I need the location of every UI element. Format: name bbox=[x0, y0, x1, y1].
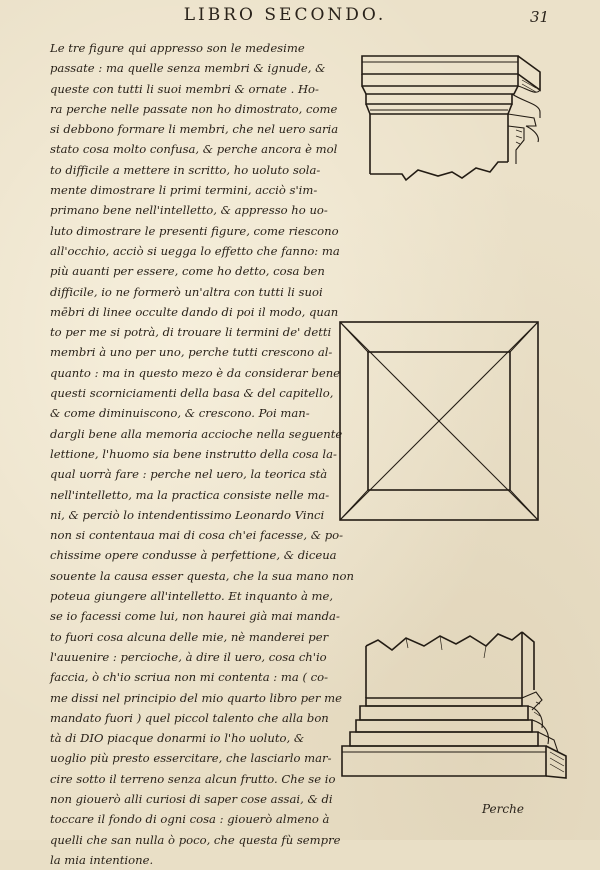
text-line: queste con tutti li suoi membri & ornate . Ho- bbox=[50, 81, 319, 96]
text-line: uoglio più presto essercitare, che lasciarlo mar- bbox=[50, 751, 332, 766]
text-line: faccia, ò ch'io scriua non mi contenta : ma ( co- bbox=[50, 670, 329, 685]
text-line: se io facessi come lui, non haurei già mai manda- bbox=[50, 609, 340, 624]
text-line: toccare il fondo di ogni cosa : giouerò almeno à bbox=[50, 812, 330, 827]
text-line: ni, & perciò lo intendentissimo Leonardo Vinci bbox=[50, 507, 325, 522]
capital-figure bbox=[340, 52, 570, 192]
text-line: tà di DIO piacque donarmi io l'ho uoluto, & bbox=[50, 731, 305, 746]
text-line: me dissi nel principio del mio quarto libro per me bbox=[50, 690, 342, 705]
text-line: cire sotto il terreno senza alcun frutto. Che se io bbox=[50, 771, 336, 786]
text-line: to per me si potrà, di trouare li termini de' detti bbox=[50, 325, 332, 340]
text-line: poteua giungere all'intelletto. Et inquanto à me, bbox=[50, 589, 334, 604]
page-number: 31 bbox=[530, 8, 550, 26]
text-line: non giouerò alli curiosi di saper cose assai, & di bbox=[50, 791, 333, 806]
text-line: la mia intentione. bbox=[50, 852, 154, 867]
text-line: quanto : ma in questo mezo è da considerar bene bbox=[50, 365, 341, 380]
text-line: questi scorniciamenti della basa & del capitello, bbox=[50, 386, 334, 401]
text-line: luto dimostrare le presenti figure, come riescono bbox=[50, 223, 339, 238]
text-line: più auanti per essere, come ho detto, cosa ben bbox=[50, 264, 325, 279]
plan-figure bbox=[338, 320, 542, 524]
text-line: stato cosa molto confusa, & perche ancora è mol bbox=[50, 142, 338, 157]
body-text bbox=[50, 38, 354, 870]
text-line: to fuori cosa alcuna delle mie, nè manderei per bbox=[50, 629, 329, 644]
text-line: membri à uno per uno, perche tutti crescono al- bbox=[50, 345, 333, 360]
text-line: qual uorrà fare : perche nel uero, la teorica stà bbox=[50, 467, 328, 482]
text-line: passate : ma quelle senza membri & ignude, & bbox=[50, 61, 326, 76]
running-header: LIBRO SECONDO. bbox=[183, 5, 387, 25]
text-line: all'occhio, acciò si uegga lo effetto che fanno: ma bbox=[50, 243, 340, 258]
text-line: nell'intelletto, ma la practica consiste nelle ma- bbox=[50, 487, 330, 502]
text-line: si debbono formare li membri, che nel uero saria bbox=[50, 122, 339, 137]
text-line: mandato fuori ) quel piccol talento che alla bon bbox=[50, 710, 329, 725]
text-line: souente la causa esser questa, che la sua mano non bbox=[50, 568, 354, 583]
text-line: lettione, l'huomo sia bene instrutto della cosa la- bbox=[50, 446, 337, 461]
text-line: quelli che san nulla ò poco, che questa fù sempre bbox=[50, 832, 341, 847]
text-line: dargli bene alla memoria accioche nella seguente bbox=[50, 426, 343, 441]
text-line: non si contentaua mai di cosa ch'ei facesse, & po- bbox=[50, 528, 344, 543]
text-line: ra perche nelle passate non ho dimostrato, come bbox=[50, 101, 338, 116]
text-line: & come diminuiscono, & crescono. Poi man- bbox=[50, 406, 310, 421]
text-line: mēbri di linee occulte dando di poi il modo, quan bbox=[50, 304, 339, 319]
text-line: chissime opere condusse à perfettione, & diceua bbox=[50, 548, 337, 563]
base-figure bbox=[336, 628, 576, 788]
text-line: difficile, io ne formerò un'altra con tutti li suoi bbox=[50, 284, 323, 299]
text-line: mente dimostrare li primi termini, acciò s'im- bbox=[50, 183, 318, 198]
text-line: Le tre figure qui appresso son le medesime bbox=[50, 41, 305, 55]
text-line: to difficile a mettere in scritto, ho uoluto sola- bbox=[50, 162, 321, 177]
catchword: Perche bbox=[482, 802, 524, 816]
text-line: l'auuenire : percioche, à dire il uero, cosa ch'io bbox=[50, 649, 327, 664]
text-line: primano bene nell'intelletto, & appresso ho uo- bbox=[50, 203, 328, 218]
